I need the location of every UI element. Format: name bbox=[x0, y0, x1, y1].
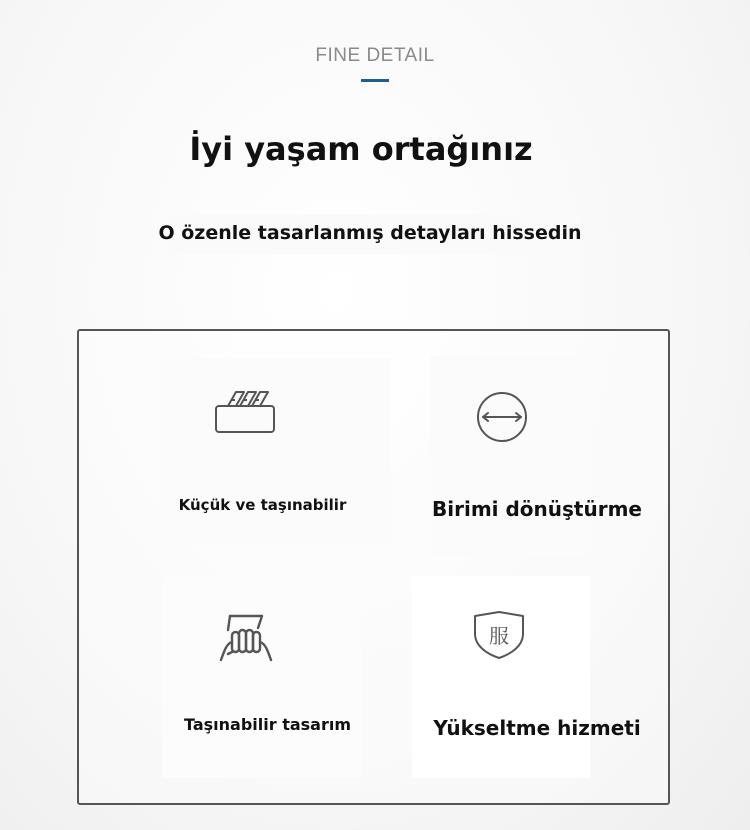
feature-label-upgrade: Yükseltme hizmeti bbox=[433, 716, 641, 740]
feature-card-portable bbox=[162, 578, 362, 778]
cards-in-box-icon bbox=[212, 388, 278, 438]
feature-card-upgrade bbox=[412, 576, 590, 778]
shield-icon bbox=[471, 610, 527, 660]
feature-card-compact bbox=[158, 358, 390, 546]
eyebrow-text: FINE DETAIL bbox=[315, 45, 435, 66]
page-subtitle: O özenle tasarlanmış detayları hissedin bbox=[158, 222, 582, 244]
eyebrow-accent-bar bbox=[361, 79, 389, 82]
feature-card-unit-convert bbox=[430, 356, 590, 556]
hand-grip-icon bbox=[216, 612, 276, 664]
feature-label-unit-convert: Birimi dönüştürme bbox=[432, 497, 642, 521]
page-title: İyi yaşam ortağınız bbox=[189, 130, 533, 168]
feature-label-compact: Küçük ve taşınabilir bbox=[178, 496, 347, 514]
feature-label-portable: Taşınabilir tasarım bbox=[183, 715, 352, 734]
double-arrow-circle-icon bbox=[474, 392, 530, 448]
shield-glyph: 服 bbox=[489, 624, 509, 648]
